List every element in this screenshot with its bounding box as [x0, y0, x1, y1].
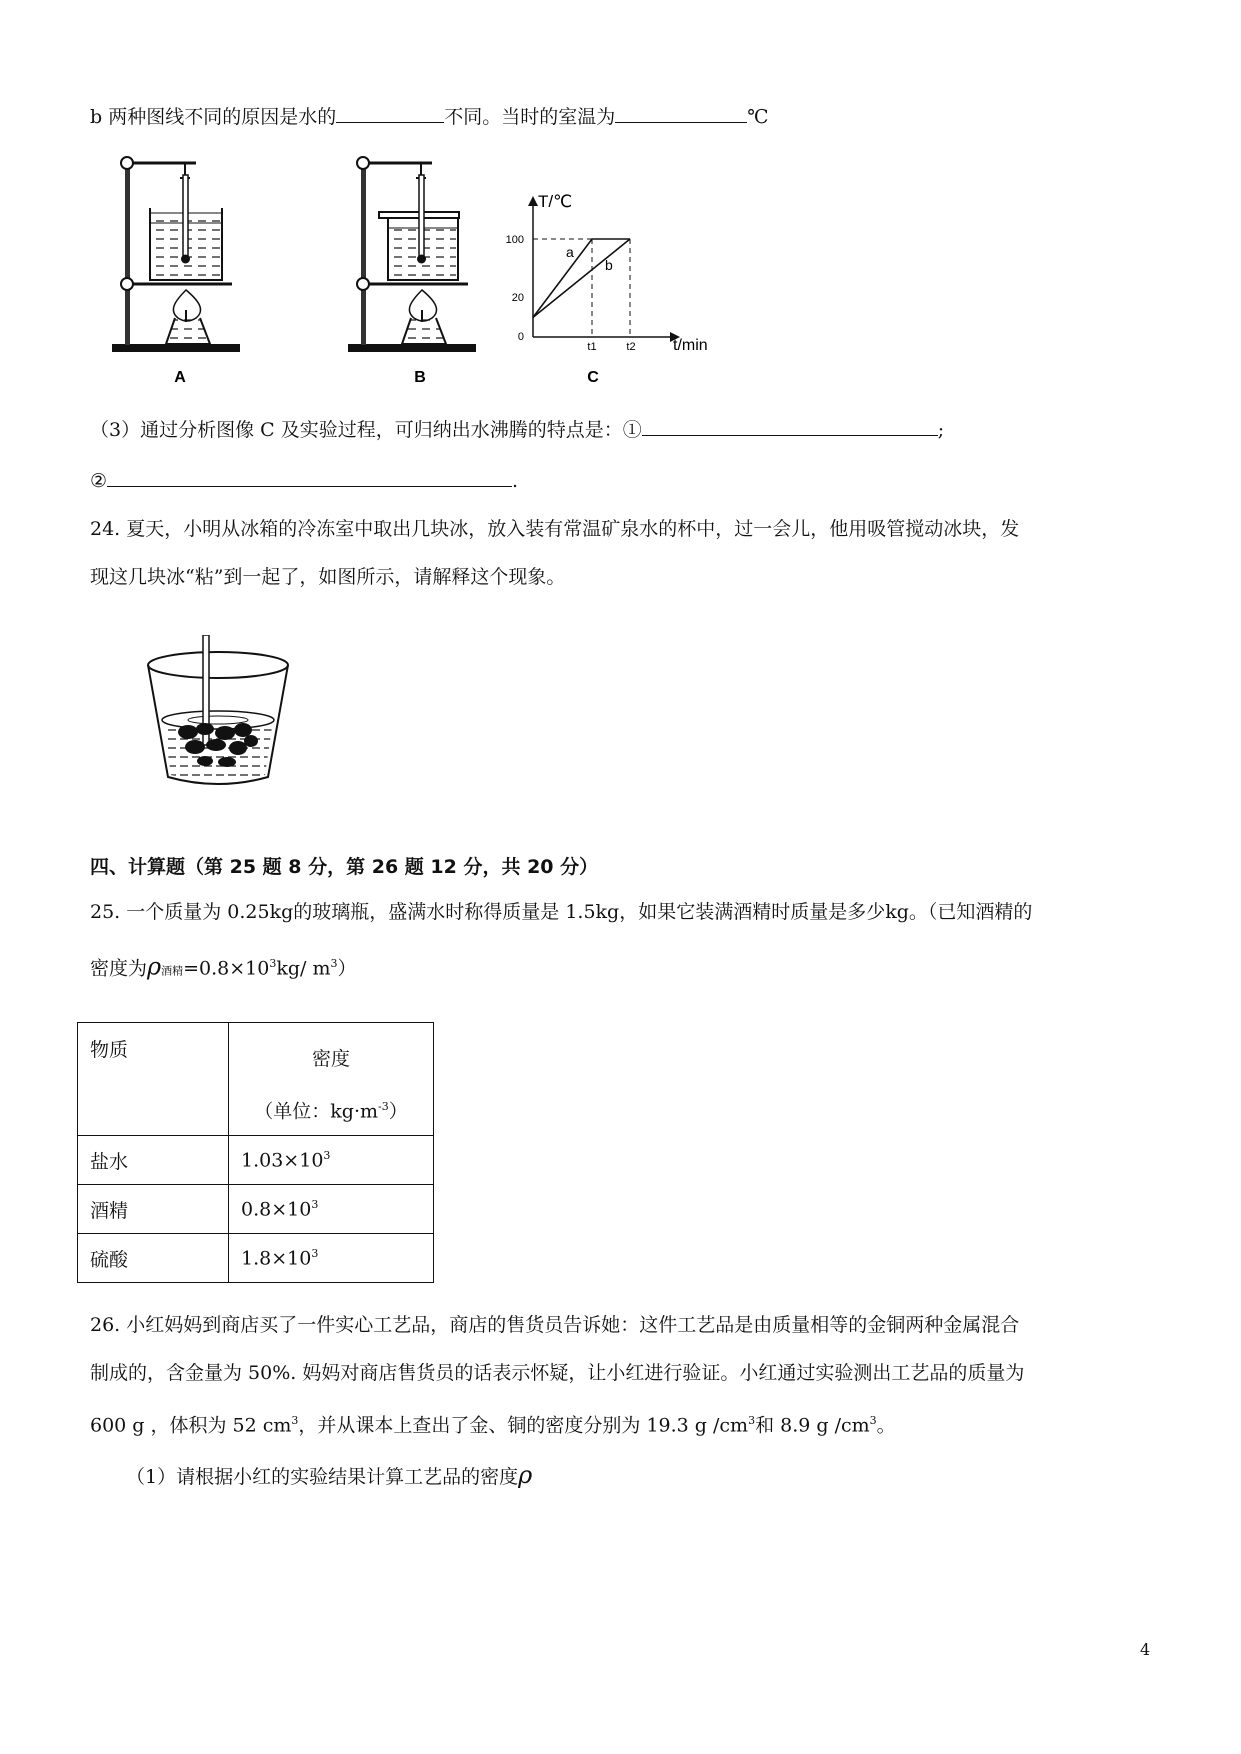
figure-label-a: A — [174, 369, 186, 386]
curve-b-label: b — [605, 257, 613, 273]
table-cell-density: $0.8\times 10^3$ — [229, 1185, 434, 1234]
rho-symbol: ρ — [147, 952, 162, 981]
graph-x-label: t/min — [673, 337, 708, 354]
ice-cup-figure — [143, 635, 293, 795]
table-row — [78, 1136, 434, 1185]
figure-label-b: B — [414, 369, 426, 386]
apparatus-b — [348, 157, 476, 352]
table-cell-density: $1.03\times 10^3$ — [229, 1136, 434, 1185]
q25-line1: 25. 一个质量为 0.25kg的玻璃瓶，盛满水时称得质量是 1.5kg，如果它装满酒精时质量是多少kg。（已知酒精的 — [90, 901, 1033, 923]
page-number: 4 — [1140, 1640, 1151, 1659]
table-header-substance: 物质 — [78, 1023, 229, 1136]
table-cell-substance: 盐水 — [78, 1136, 229, 1185]
tick-20: 20 — [511, 292, 524, 304]
table-row — [78, 1234, 434, 1283]
table-cell-density: $1.8\times 10^3$ — [229, 1234, 434, 1283]
q24-line2: 现这几块冰“粘”到一起了，如图所示，请解释这个现象。 — [90, 566, 566, 588]
q26-line3: 600 g ，体积为 52 $cm^3$，并从课本上查出了金、铜的密度分别为 19.3 g $/cm^3$和 8.9 g $/cm^3$。 — [90, 1414, 896, 1437]
experiment-figure — [0, 0, 1241, 400]
table-header-row — [78, 1023, 434, 1136]
rho-symbol: ρ — [518, 1461, 533, 1489]
apparatus-a — [112, 157, 240, 352]
answer-blank-4[interactable] — [107, 466, 512, 487]
curve-b-line — [533, 239, 630, 317]
q26-line2: 制成的，含金量为 50%. 妈妈对商店售货员的话表示怀疑，让小红进行验证。小红通过实验测出工艺品的质量为 — [90, 1362, 1025, 1384]
q23-sub3: （3）通过分析图像 C 及实验过程，可归纳出水沸腾的特点是：① ; — [90, 415, 944, 442]
tick-t1: t1 — [587, 341, 597, 353]
section4-title: 四、计算题（第 25 题 8 分，第 26 题 12 分，共 20 分） — [90, 856, 599, 878]
q23-line1: b 两种图线不同的原因是水的 不同。当时的室温为 ℃ — [90, 102, 768, 129]
answer-blank-3[interactable] — [642, 415, 938, 436]
q24-line1: 24. 夏天，小明从冰箱的冷冻室中取出几块冰，放入装有常温矿泉水的杯中，过一会儿，他用吸管搅动冰块，发 — [90, 518, 1020, 540]
curve-a-label: a — [566, 244, 574, 260]
q25-line2: 密度为ρ酒精$=0.8\times 10^3kg/$ $m^3$） — [90, 952, 357, 981]
table-cell-substance: 硫酸 — [78, 1234, 229, 1283]
tick-t2: t2 — [626, 341, 636, 353]
q26-line1: 26. 小红妈妈到商店买了一件实心工艺品，商店的售货员告诉她：这件工艺品是由质量相等的金铜两种金属混合 — [90, 1314, 1020, 1336]
temperature-graph — [506, 192, 708, 354]
graph-y-label: T/℃ — [538, 192, 573, 211]
q26-sub1: （1）请根据小红的实验结果计算工艺品的密度ρ — [126, 1461, 533, 1489]
table-row — [78, 1185, 434, 1234]
q23-sub3-line2: ② . — [90, 466, 518, 493]
figure-label-c: C — [587, 369, 599, 386]
tick-100: 100 — [505, 234, 524, 246]
table-header-density: 密度 （单位：$kg\cdot m^{-3}$） — [229, 1023, 434, 1136]
table-cell-substance: 酒精 — [78, 1185, 229, 1234]
tick-0: 0 — [517, 331, 524, 343]
density-table — [77, 1022, 434, 1283]
